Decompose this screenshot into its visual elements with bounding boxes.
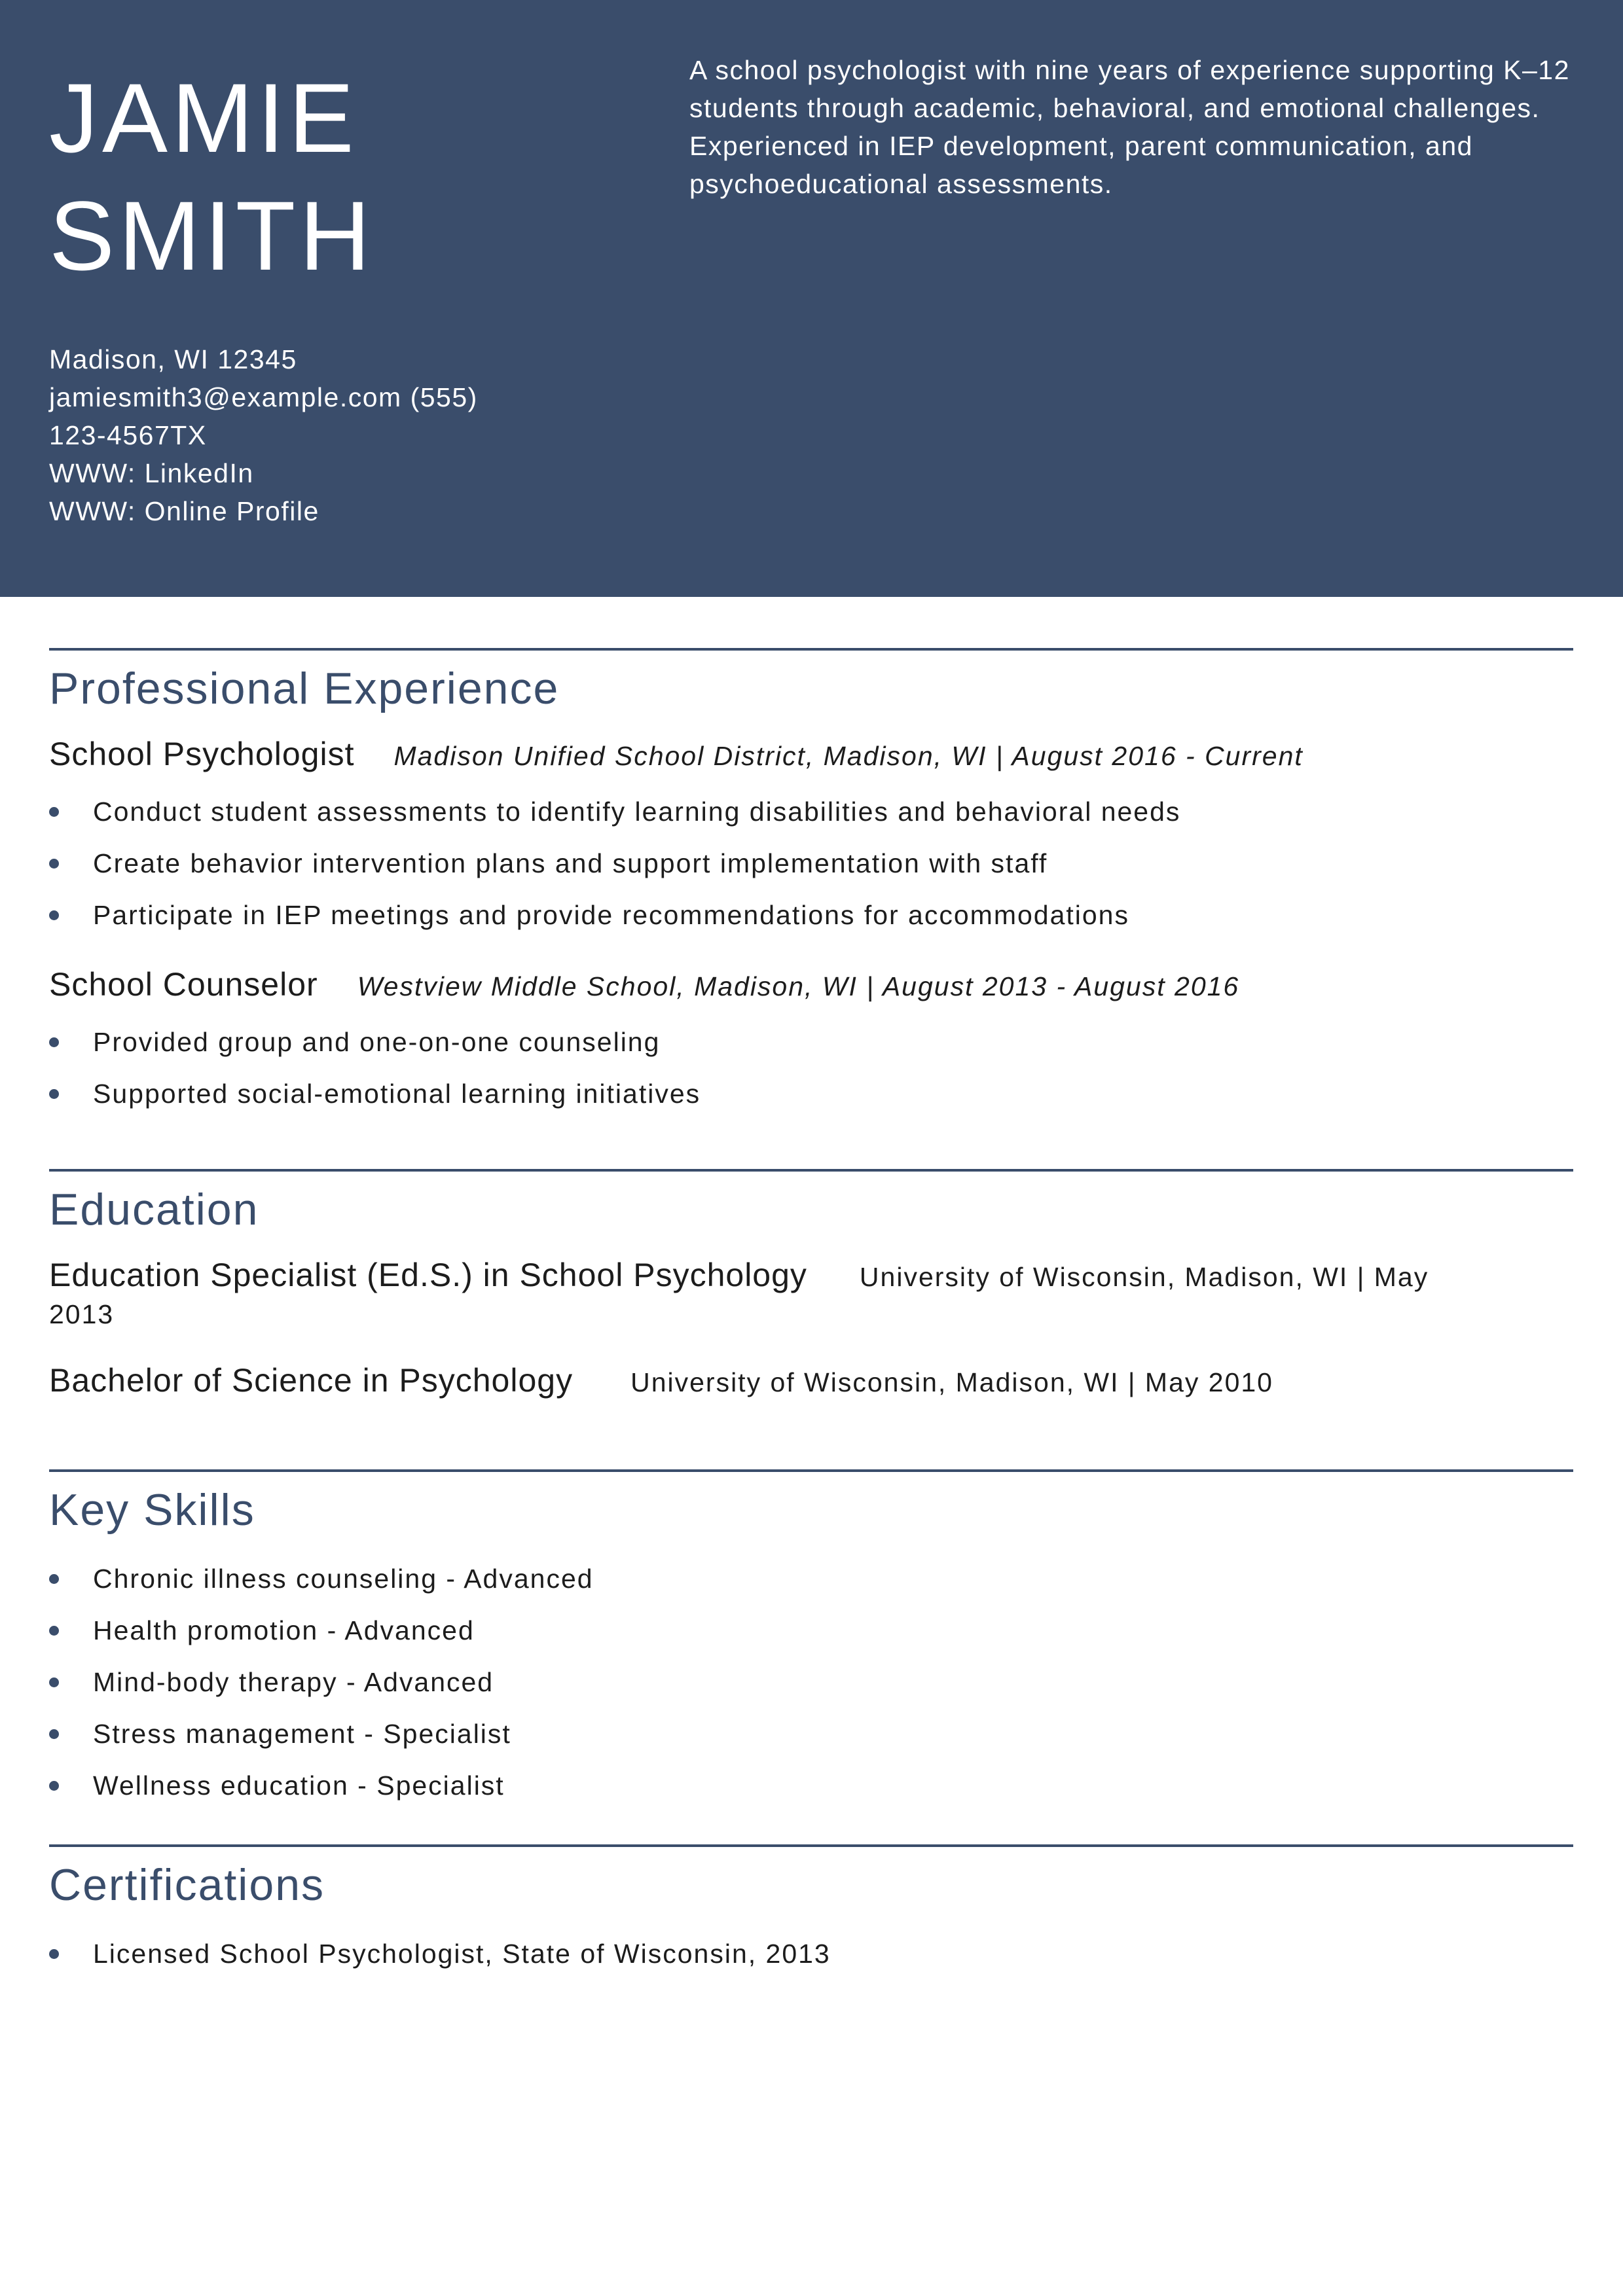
contact-online-profile[interactable]: WWW: Online Profile <box>49 496 319 526</box>
list-item: Mind-body therapy - Advanced <box>49 1657 1573 1708</box>
list-item: Provided group and one-on-one counseling <box>49 1016 1573 1068</box>
contact-linkedin[interactable]: WWW: LinkedIn <box>49 458 254 488</box>
job-entry <box>49 733 1573 941</box>
degree: Bachelor of Science in Psychology <box>49 1362 574 1399</box>
list-item: Create behavior intervention plans and support implementation with staff <box>49 838 1573 889</box>
job-entry <box>49 963 1573 1120</box>
certifications-section <box>49 1844 1573 1980</box>
section-title-education: Education <box>49 1185 259 1234</box>
contact-phone-rest: 123-4567TX <box>49 420 207 450</box>
contact-address: Madison, WI 12345 <box>49 344 297 374</box>
skills-list <box>49 1553 1573 1812</box>
education-meta-wrap: 2013 <box>49 1299 115 1329</box>
education-meta: University of Wisconsin, Madison, WI | May 2010 <box>630 1367 1273 1397</box>
summary: A school psychologist with nine years of experience supporting K–12 students through academic, behavioral, and emotional challenges. Experienced in IEP development, parent communication, and psychoeducational assessments. <box>689 55 1570 199</box>
list-item: Health promotion - Advanced <box>49 1605 1573 1657</box>
education-entry <box>49 1254 1573 1331</box>
experience-section <box>49 648 1573 1120</box>
education-meta: University of Wisconsin, Madison, WI | May <box>859 1262 1429 1292</box>
list-item: Licensed School Psychologist, State of Wisconsin, 2013 <box>49 1928 1573 1980</box>
list-item: Participate in IEP meetings and provide recommendations for accommodations <box>49 889 1573 941</box>
section-divider <box>49 1469 1573 1472</box>
job-bullets <box>49 1016 1573 1120</box>
first-name: JAMIE <box>49 63 358 173</box>
job-header <box>49 733 1573 777</box>
section-title-certifications: Certifications <box>49 1860 325 1910</box>
section-title-skills: Key Skills <box>49 1485 255 1535</box>
job-role: School Psychologist <box>49 736 355 772</box>
skills-section <box>49 1469 1573 1812</box>
last-name: SMITH <box>49 181 374 291</box>
degree: Education Specialist (Ed.S.) in School Psychology <box>49 1257 807 1293</box>
contact-info <box>49 340 478 530</box>
education-section <box>49 1169 1573 1403</box>
section-divider <box>49 648 1573 651</box>
job-meta: Westview Middle School, Madison, WI | August 2013 - August 2016 <box>357 971 1240 1001</box>
certifications-list <box>49 1928 1573 1980</box>
contact-email-phone: jamiesmith3@example.com (555) <box>49 382 478 412</box>
section-divider <box>49 1844 1573 1847</box>
candidate-name <box>49 59 374 295</box>
list-item: Wellness education - Specialist <box>49 1760 1573 1812</box>
job-meta: Madison Unified School District, Madison, WI | August 2016 - Current <box>393 741 1304 771</box>
resume-header <box>0 0 1623 597</box>
list-item: Stress management - Specialist <box>49 1708 1573 1760</box>
job-role: School Counselor <box>49 966 318 1003</box>
education-entry <box>49 1359 1573 1403</box>
job-header <box>49 963 1573 1007</box>
list-item: Supported social-emotional learning initiatives <box>49 1068 1573 1120</box>
list-item: Chronic illness counseling - Advanced <box>49 1553 1573 1605</box>
job-bullets <box>49 786 1573 941</box>
section-divider <box>49 1169 1573 1172</box>
section-title-experience: Professional Experience <box>49 664 560 713</box>
list-item: Conduct student assessments to identify learning disabilities and behavioral needs <box>49 786 1573 838</box>
